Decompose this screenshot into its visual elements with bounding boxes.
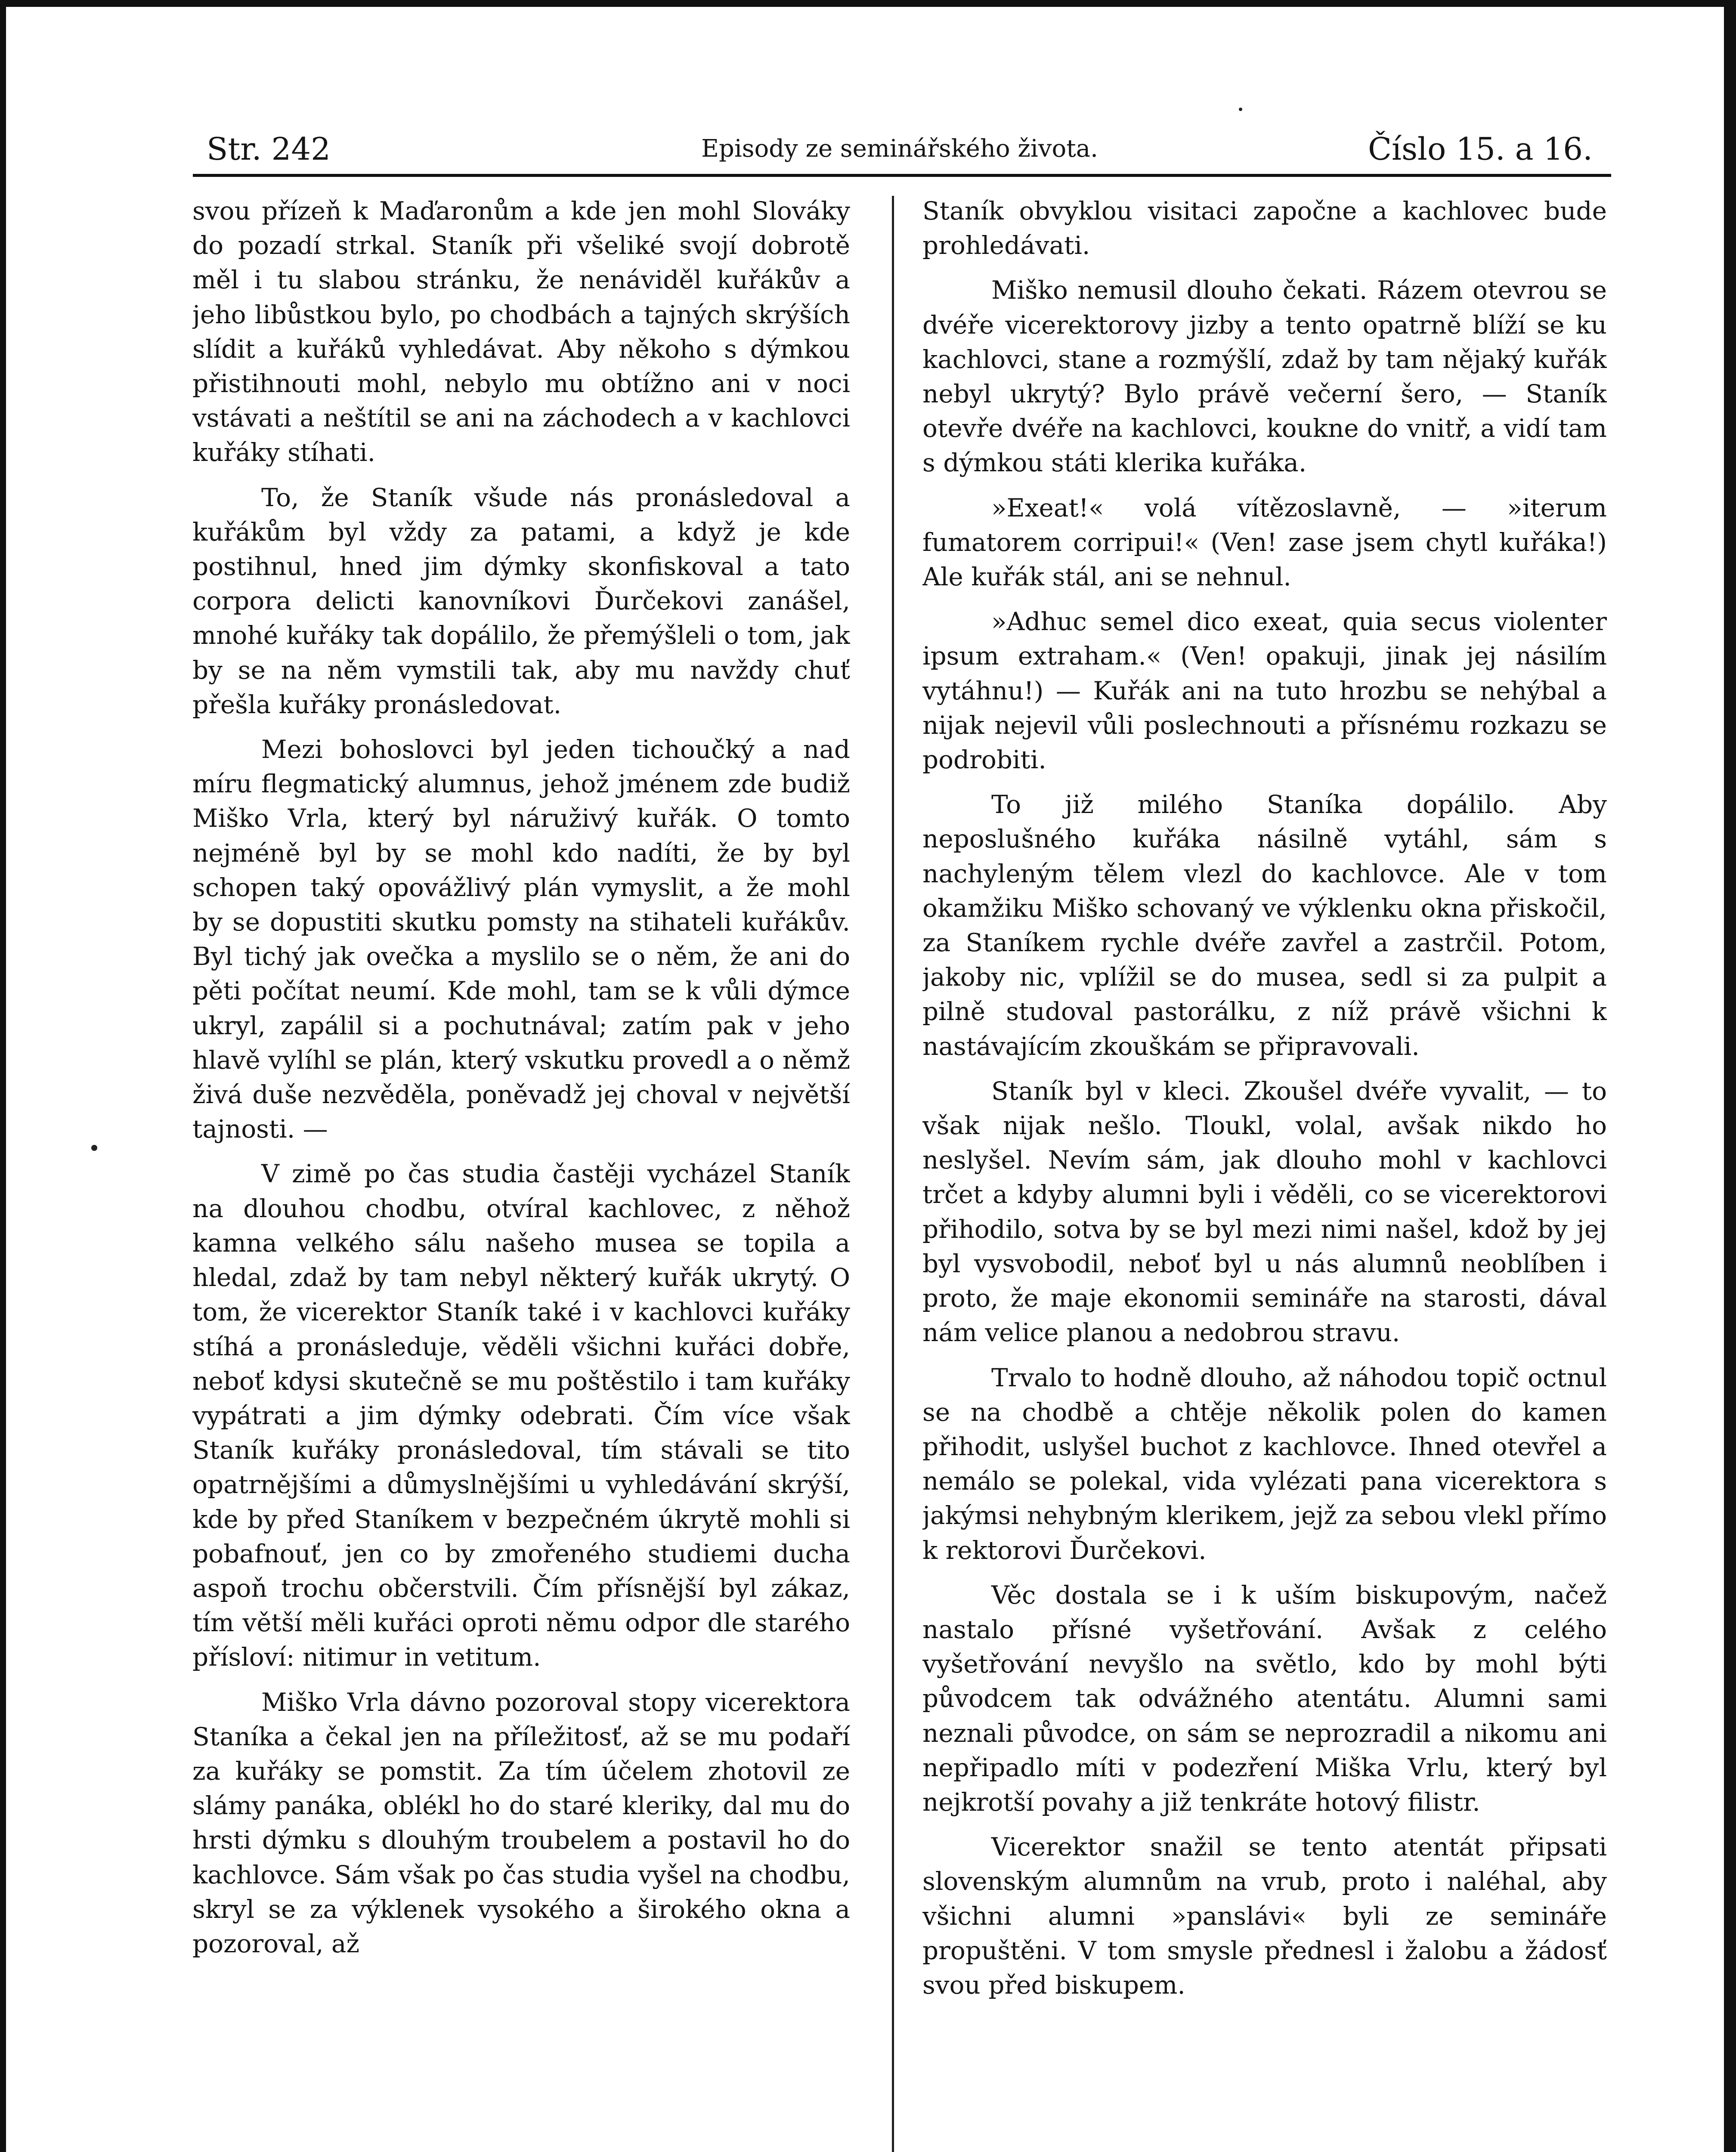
scan-speck	[91, 1145, 97, 1151]
left-column	[192, 194, 850, 2152]
paragraph: Miško Vrla dávno pozoroval stopy vicerektora Staníka a čekal jen na příležitosť, až se mu podaří za kuřáky se pomstit. Za tím účelem zhotovil ze slámy panáka, oblékl ho do staré kleriky, dal mu do hrsti dýmku s dlouhým troubelem a postavil ho do kachlovce. Sám však po čas studia vyšel na chodbu, skryl se za výklenek vysokého a širokého okna a pozoroval, až	[192, 1687, 850, 1958]
paragraph: Staník byl v kleci. Zkoušel dvéře vyvalit, — to však nijak nešlo. Tloukl, volal, avšak nikdo ho neslyšel. Nevím sám, jak dlouho mohl v kachlovci trčet a kdyby alumni byli i věděli, co se vicerektorovi přihodilo, sotva by se byl mezi nimi našel, kdož by jej byl vysvobodil, neboť byl u nás alumnů neoblíben i proto, že maje ekonomii semináře na starosti, dával nám velice planou a nedobrou stravu.	[922, 1076, 1607, 1348]
paragraph: »Adhuc semel dico exeat, quia secus violenter ipsum extraham.« (Ven! opakuji, jinak jej násilím vytáhnu!) — Kuřák ani na tuto hrozbu se nehýbal a nijak nejevil vůli poslechnouti a přísnému rozkazu se podrobiti.	[922, 607, 1607, 775]
paragraph: »Exeat!« volá vítězoslavně, — »iterum fumatorem corripui!« (Ven! zase jsem chytl kuřáka!) Ale kuřák stál, ani se nehnul.	[922, 493, 1607, 592]
paragraph: Trvalo to hodně dlouho, až náhodou topič octnul se na chodbě a chtěje několik polen do kamen přihodit, uslyšel buchot z kachlovce. Ihned otevřel a nemálo se polekal, vida vylézati pana vicerektora s jakýmsi nehybným klerikem, jejž za sebou vlekl přímo k rektorovi Ďurčekovi.	[922, 1363, 1607, 1565]
paragraph: Věc dostala se i k uším biskupovým, načež nastalo přísné vyšetřování. Avšak z celého vyšetřování nevyšlo na světlo, kdo by mohl býti původcem tak odvážného atentátu. Alumni sami neznali původce, on sám se neprozradil a nikomu ani nepřipadlo míti v podezření Miška Vrlu, který byl nejkrotší povahy a již tenkráte hotový filistr.	[922, 1580, 1607, 1817]
page-number: Str. 242	[207, 131, 331, 167]
issue-number: Číslo 15. a 16.	[1368, 131, 1593, 167]
paragraph: svou přízeň k Maďaronům a kde jen mohl Slováky do pozadí strkal. Staník při všeliké svojí dobrotě měl i tu slabou stránku, že nenáviděl kuřákův a jeho libůstkou bylo, po chodbách a tajných skrýších slídit a kuřáků vyhledávat. Aby někoho s dýmkou přistihnouti mohl, nebylo mu obtížno ani v noci vstávati a neštítil se ani na záchodech a v kachlovci kuřáky stíhati.	[192, 196, 850, 467]
column-divider	[892, 196, 894, 2152]
scan-speck	[1239, 108, 1242, 111]
paragraph: Vicerektor snažil se tento atentát připsati slovenským alumnům na vrub, proto i naléhal, aby všichni alumni »panslávi« byli ze semináře propuštěni. V tom smysle přednesl i žalobu a žádosť svou před biskupem.	[922, 1832, 1607, 2000]
paragraph: To, že Staník všude nás pronásledoval a kuřákům byl vždy za patami, a když je kde postihnul, hned jim dýmky skonfiskoval a tato corpora delicti kanovníkovi Ďurčekovi zanášel, mnohé kuřáky tak dopálilo, že přemýšleli o tom, jak by se na něm vymstili tak, aby mu navždy chuť přešla kuřáky pronásledovat.	[192, 482, 850, 719]
paragraph: Miško nemusil dlouho čekati. Rázem otevrou se dvéře vicerektorovy jizby a tento opatrně blíží se ku kachlovci, stane a rozmýšlí, zdaž by tam nějaký kuřák nebyl ukrytý? Bylo právě večerní šero, — Staník otevře dvéře na kachlovci, koukne do vnitř, a vidí tam s dýmkou státi klerika kuřáka.	[922, 275, 1607, 478]
right-column	[922, 194, 1607, 2152]
paragraph: Mezi bohoslovci byl jeden tichoučký a nad míru flegmatický alumnus, jehož jménem zde budiž Miško Vrla, který byl náruživý kuřák. O tomto nejméně byl by se mohl kdo nadíti, že by byl schopen taký opovážlivý plán vymyslit, a že mohl by se dopustiti skutku pomsty na stihateli kuřákův. Byl tichý jak ovečka a myslilo se o něm, že ani do pěti počítat neumí. Kde mohl, tam se k vůli dýmce ukryl, zapálil si a pochutnával; zatím pak v jeho hlavě vylíhl se plán, který vskutku provedl a o němž živá duše nezvěděla, poněvadž jej choval v největší tajnosti. —	[192, 735, 850, 1144]
paragraph: To již milého Staníka dopálilo. Aby neposlušného kuřáka násilně vytáhl, sám s nachyleným tělem vlezl do kachlovce. Ale v tom okamžiku Miško schovaný ve výklenku okna přiskočil, za Staníkem rychle dvéře zavřel a zastrčil. Potom, jakoby nic, vplížil se do musea, sedl si za pulpit a pilně studoval pastorálku, z níž právě všichni k nastávajícím zkouškám se připravovali.	[922, 790, 1607, 1061]
running-title: Episody ze seminářského života.	[701, 135, 1098, 163]
paragraph: Staník obvyklou visitaci započne a kachlovec bude prohledávati.	[922, 196, 1607, 260]
page-header	[207, 127, 1593, 175]
paragraph: V zimě po čas studia častěji vycházel Staník na dlouhou chodbu, otvíral kachlovec, z něhož kamna velkého sálu našeho musea se topila a hledal, zdaž by tam nebyl některý kuřák ukrytý. O tom, že vicerektor Staník také i v kachlovci kuřáky stíhá a pronásleduje, věděli všichni kuřáci dobře, neboť kdysi skutečně se mu poštěstilo i tam kuřáky vypátrati a jim dýmky odebrati. Čím více však Staník kuřáky pronásledoval, tím stávali se tito opatrnějšími a důmyslnějšími u vyhledávání skrýší, kde by před Staníkem v bezpečném úkrytě mohli si pobafnouť, jen co by zmořeného studiemi ducha aspoň trochu občerstvili. Čím přísnější byl zákaz, tím větší měli kuřáci oproti němu odpor dle starého přísloví: nitimur in vetitum.	[192, 1159, 850, 1672]
header-rule	[193, 174, 1611, 177]
